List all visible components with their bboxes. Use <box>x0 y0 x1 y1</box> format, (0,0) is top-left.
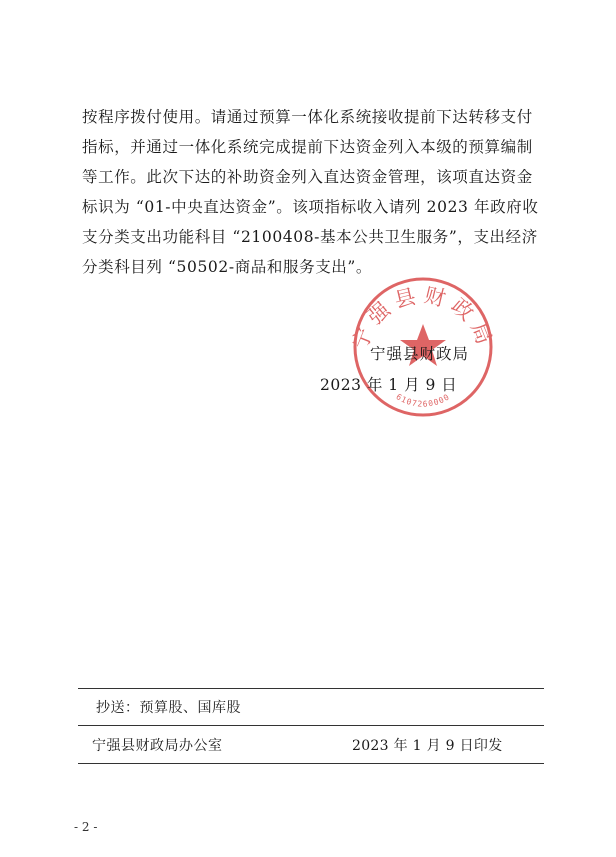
body-line: 指标，并通过一体化系统完成提前下达资金列入本级的预算编制 <box>82 138 533 156</box>
divider <box>78 725 544 726</box>
signoff-organization: 宁强县财政局 <box>370 345 470 363</box>
body-line: 标识为 “01-中央直达资金”。该项指标收入请列 2023 年政府收 <box>82 198 539 216</box>
svg-text:6107260000: 6107260000 <box>394 392 452 409</box>
cc-line: 抄送：预算股、国库股 <box>96 700 241 716</box>
page-number: - 2 - <box>74 820 98 834</box>
divider <box>78 763 544 764</box>
divider <box>78 688 544 689</box>
body-line: 等工作。此次下达的补助资金列入直达资金管理，该项直达资金 <box>82 168 533 186</box>
svg-text:宁强县财政局: 宁强县财政局 <box>347 282 499 354</box>
body-paragraph <box>82 102 552 282</box>
body-line: 分类科目列 “50502-商品和服务支出”。 <box>82 258 373 276</box>
body-line: 支分类支出功能科目 “2100408-基本公共卫生服务”，支出经济 <box>82 228 538 246</box>
issue-date: 2023 年 1 月 9 日印发 <box>352 738 503 754</box>
signoff-date: 2023 年 1 月 9 日 <box>320 376 458 394</box>
body-line: 按程序拨付使用。请通过预算一体化系统接收提前下达转移支付 <box>82 108 533 126</box>
issuer-office: 宁强县财政局办公室 <box>92 738 223 754</box>
